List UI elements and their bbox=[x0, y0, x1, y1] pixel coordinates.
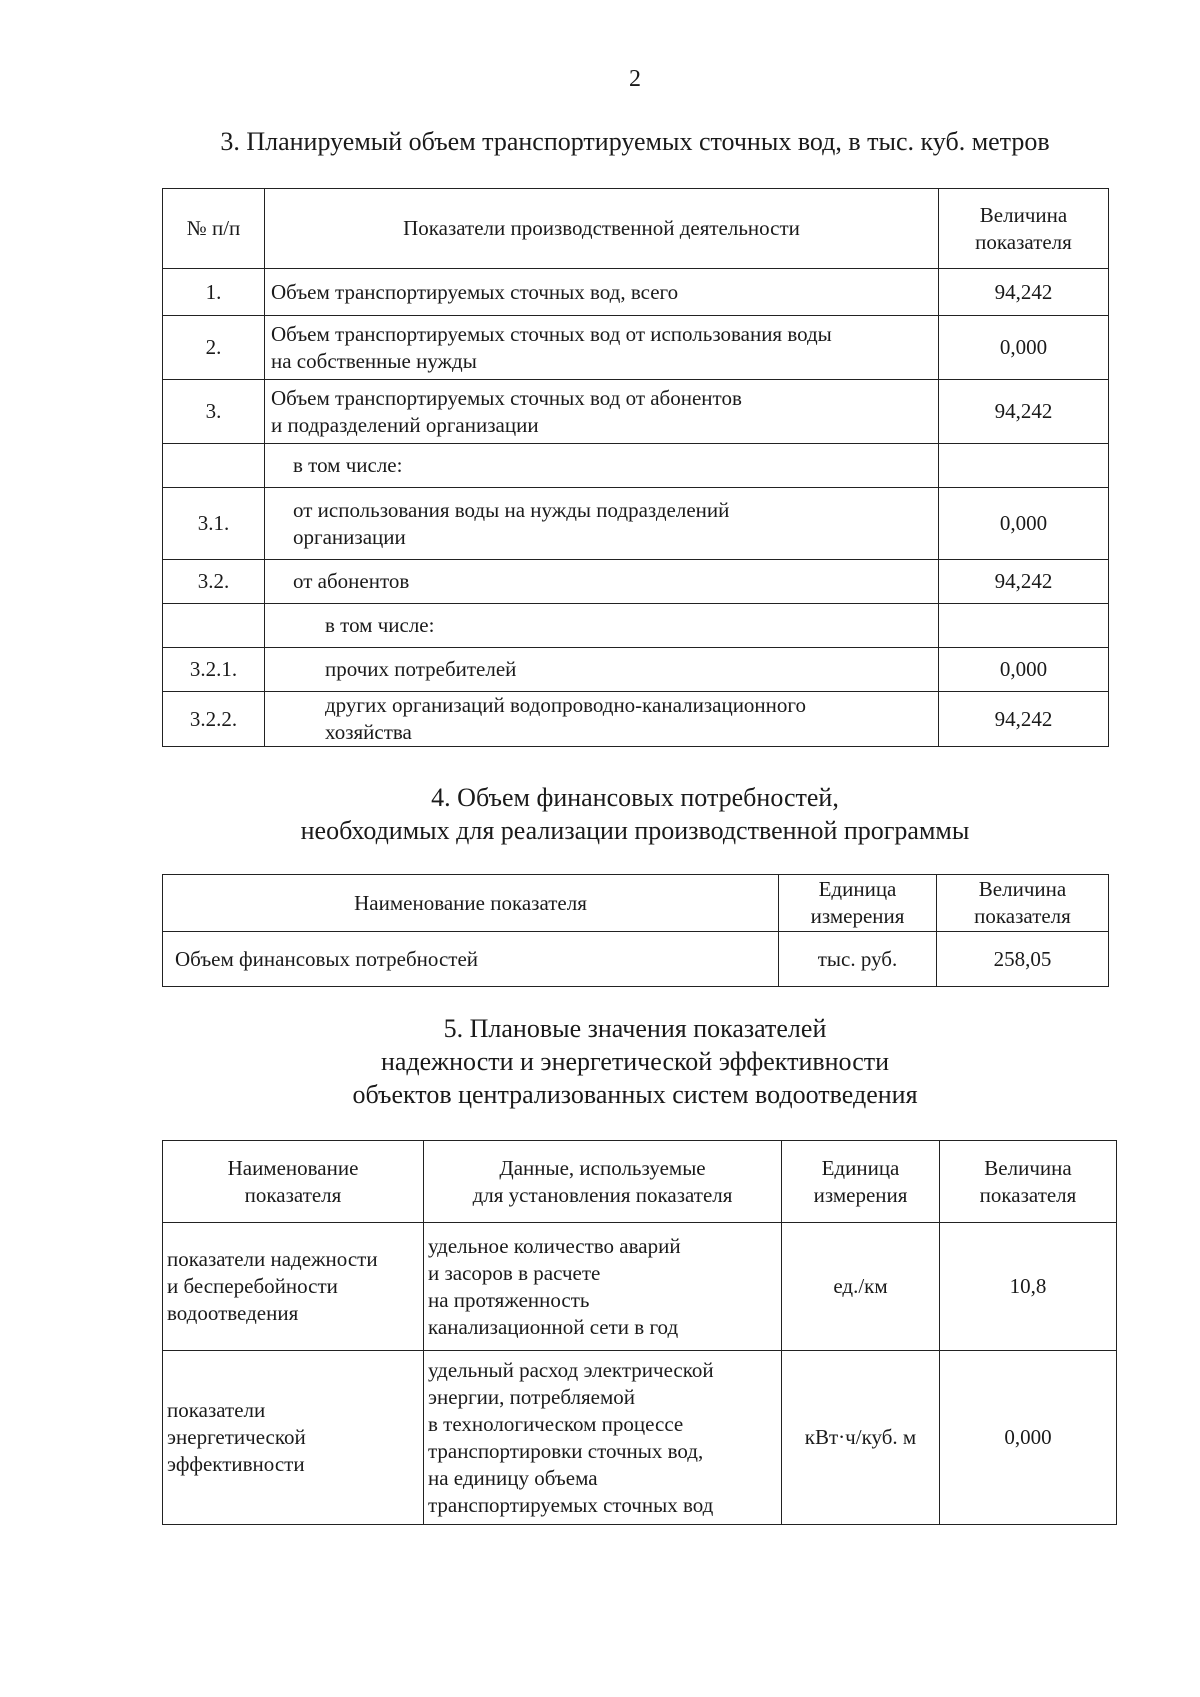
row-value: 0,000 bbox=[939, 316, 1109, 380]
row-indicator: от абонентов bbox=[265, 560, 939, 604]
table-row bbox=[163, 316, 1109, 380]
row-data: удельный расход электрической энергии, потребляемой в технологическом процессе транспортировки сточных вод, на единицу объема транспортируемых сточных вод bbox=[424, 1351, 782, 1525]
row-name: Объем финансовых потребностей bbox=[163, 932, 779, 987]
page-number: 2 bbox=[629, 66, 641, 92]
row-value: 0,000 bbox=[939, 648, 1109, 692]
row-value bbox=[939, 604, 1109, 648]
row-value: 94,242 bbox=[939, 269, 1109, 316]
table-row bbox=[163, 692, 1109, 747]
row-indicator: Объем транспортируемых сточных вод от использования воды на собственные нужды bbox=[265, 316, 939, 380]
header-name: Наименование показателя bbox=[163, 875, 779, 932]
section4-title: 4. Объем финансовых потребностей, необходимых для реализации производственной программы bbox=[300, 783, 970, 845]
row-num: 3.1. bbox=[163, 488, 265, 560]
row-num: 3. bbox=[163, 380, 265, 444]
financial-needs-table bbox=[162, 874, 1109, 987]
row-num: 1. bbox=[163, 269, 265, 316]
table-header-row bbox=[163, 875, 1109, 932]
header-name: Наименование показателя bbox=[163, 1141, 424, 1223]
table-row bbox=[163, 1223, 1117, 1351]
row-num: 2. bbox=[163, 316, 265, 380]
header-data: Данные, используемые для установления показателя bbox=[424, 1141, 782, 1223]
row-value: 0,000 bbox=[939, 488, 1109, 560]
row-value: 258,05 bbox=[937, 932, 1109, 987]
row-value: 94,242 bbox=[939, 380, 1109, 444]
row-num bbox=[163, 444, 265, 488]
table-row bbox=[163, 932, 1109, 987]
table-row bbox=[163, 488, 1109, 560]
header-value: Величина показателя bbox=[940, 1141, 1117, 1223]
row-indicator: других организаций водопроводно-канализационного хозяйства bbox=[265, 692, 939, 747]
row-num bbox=[163, 604, 265, 648]
production-indicators-table bbox=[162, 188, 1109, 747]
row-indicator: Объем транспортируемых сточных вод от абонентов и подразделений организации bbox=[265, 380, 939, 444]
row-value: 0,000 bbox=[940, 1351, 1117, 1525]
row-name: показатели энергетической эффективности bbox=[163, 1351, 424, 1525]
row-indicator: в том числе: bbox=[265, 604, 939, 648]
row-value: 10,8 bbox=[940, 1223, 1117, 1351]
row-indicator: прочих потребителей bbox=[265, 648, 939, 692]
row-num: 3.2. bbox=[163, 560, 265, 604]
row-value: 94,242 bbox=[939, 692, 1109, 747]
table-header-row bbox=[163, 1141, 1117, 1223]
section3-title: 3. Планируемый объем транспортируемых сточных вод, в тыс. куб. метров bbox=[220, 127, 1050, 156]
header-value: Величина показателя bbox=[939, 189, 1109, 269]
row-unit: ед./км bbox=[782, 1223, 940, 1351]
row-unit: тыс. руб. bbox=[779, 932, 937, 987]
row-num: 3.2.2. bbox=[163, 692, 265, 747]
table-row bbox=[163, 444, 1109, 488]
table-row bbox=[163, 380, 1109, 444]
table-row bbox=[163, 560, 1109, 604]
row-unit: кВт·ч/куб. м bbox=[782, 1351, 940, 1525]
header-unit: Единица измерения bbox=[782, 1141, 940, 1223]
reliability-efficiency-table bbox=[162, 1140, 1117, 1525]
row-data: удельное количество аварий и засоров в расчете на протяженность канализационной сети в год bbox=[424, 1223, 782, 1351]
header-value: Величина показателя bbox=[937, 875, 1109, 932]
header-unit: Единица измерения bbox=[779, 875, 937, 932]
section5-title: 5. Плановые значения показателей надежности и энергетической эффективности объектов централизованных систем водоотведения bbox=[352, 1014, 918, 1109]
header-indicator: Показатели производственной деятельности bbox=[265, 189, 939, 269]
row-value bbox=[939, 444, 1109, 488]
row-value: 94,242 bbox=[939, 560, 1109, 604]
table-row bbox=[163, 648, 1109, 692]
row-indicator: от использования воды на нужды подразделений организации bbox=[265, 488, 939, 560]
header-num: № п/п bbox=[163, 189, 265, 269]
table-row bbox=[163, 269, 1109, 316]
table-row bbox=[163, 1351, 1117, 1525]
row-indicator: Объем транспортируемых сточных вод, всего bbox=[265, 269, 939, 316]
row-indicator: в том числе: bbox=[265, 444, 939, 488]
table-row bbox=[163, 604, 1109, 648]
row-num: 3.2.1. bbox=[163, 648, 265, 692]
table-header-row bbox=[163, 189, 1109, 269]
row-name: показатели надежности и бесперебойности водоотведения bbox=[163, 1223, 424, 1351]
